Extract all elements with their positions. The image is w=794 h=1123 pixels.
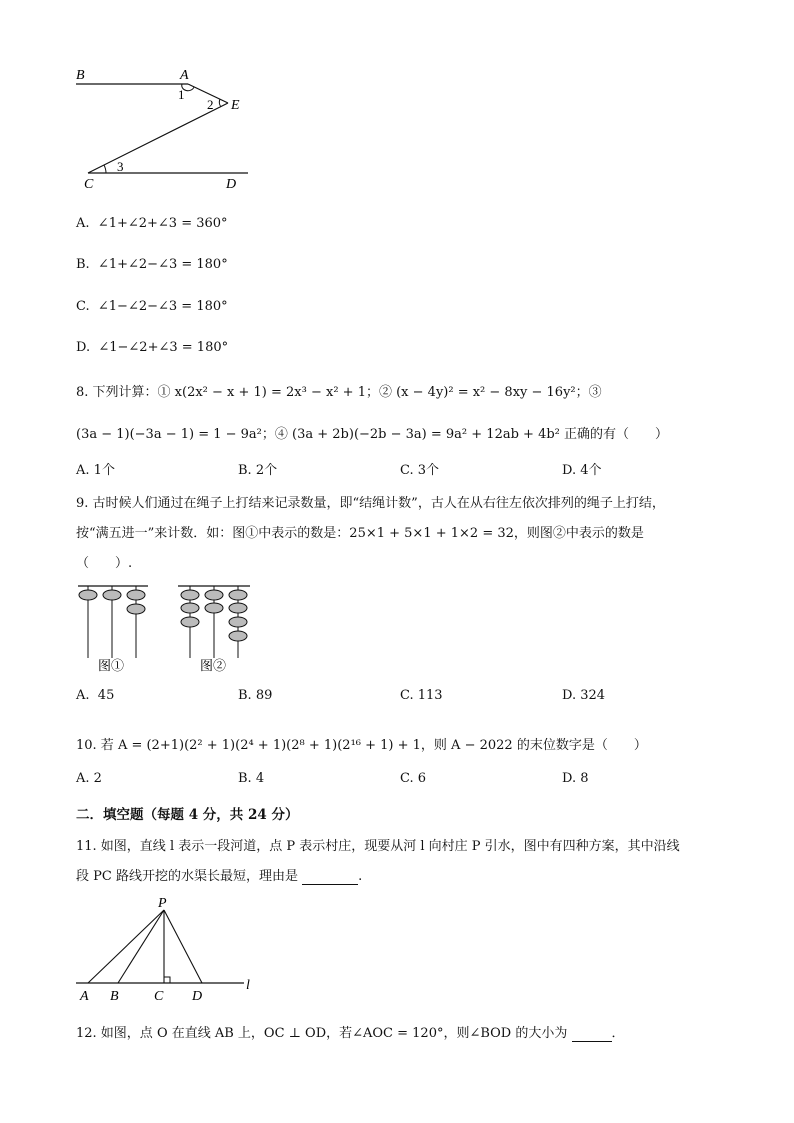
q9-option-d[interactable]: D. 324 (562, 688, 606, 703)
label-d: D (226, 177, 237, 192)
fig2-knot (229, 631, 247, 641)
q7-option-d-text: ∠1−∠2+∠3 = 180° (98, 340, 229, 355)
label-b: B (76, 68, 85, 83)
label-l: l (246, 978, 250, 993)
label-c: C (154, 989, 164, 1004)
q10-stem: 10. 若 A = (2+1)(2² + 1)(2⁴ + 1)(2⁸ + 1)(2¹⁶ + 1) + 1，则 A − 2022 的末位数字是（ ） (76, 738, 647, 753)
q7-option-b-text: ∠1+∠2−∠3 = 180° (97, 257, 228, 272)
section-fill-in-title: 二．填空题（每题 4 分，共 24 分） (76, 807, 299, 823)
angle-3-arc (104, 165, 106, 173)
right-angle-mark (164, 977, 170, 983)
label-a: A (180, 68, 189, 83)
knot-figure (74, 580, 264, 680)
q8-option-a[interactable]: A. 1个 (76, 463, 115, 478)
fig1-knot (127, 604, 145, 614)
q11-stem-line2: 段 PC 路线开挖的水渠长最短，理由是 . (76, 869, 363, 884)
segment-pa (88, 910, 164, 983)
q7-option-d[interactable]: D. ∠1−∠2+∠3 = 180° (76, 340, 229, 355)
q12-stem: 12. 如图，点 O 在直线 AB 上，OC ⊥ OD，若∠AOC = 120°，则∠BOD 的大小为 ． (76, 1026, 625, 1041)
fig2-knot (181, 603, 199, 613)
q8-stem-line2: (3a − 1)(−3a − 1) = 1 − 9a²；④ (3a + 2b)(−2b − 3a) = 9a² + 12ab + 4b² 正确的有（ ） (76, 427, 669, 442)
q9-option-b[interactable]: B. 89 (238, 688, 273, 703)
segment-pd (164, 910, 202, 983)
q7-option-a-text: ∠1+∠2+∠3 = 360° (97, 216, 228, 231)
q8-option-c[interactable]: C. 3个 (400, 463, 440, 478)
label-angle-1: 1 (178, 87, 185, 102)
q7-option-b[interactable]: B. ∠1+∠2−∠3 = 180° (76, 257, 228, 272)
q10-option-b[interactable]: B. 4 (238, 771, 265, 786)
angle-figure (70, 62, 260, 194)
fig1-knot (103, 590, 121, 600)
fig2-knot (229, 617, 247, 627)
label-c: C (84, 177, 94, 192)
q9-option-c[interactable]: C. 113 (400, 688, 443, 703)
label-a: A (80, 989, 89, 1004)
fig2-knot (229, 603, 247, 613)
q10-option-c[interactable]: C. 6 (400, 771, 427, 786)
q9-option-a[interactable]: A. 45 (76, 688, 115, 703)
label-e: E (231, 98, 240, 113)
line-ec (88, 103, 228, 173)
q11-answer-blank[interactable] (302, 869, 358, 885)
fig2-knot (205, 590, 223, 600)
q11-stem-line2-text: 段 PC 路线开挖的水渠长最短，理由是 (76, 869, 298, 884)
q10-option-d[interactable]: D. 8 (562, 771, 589, 786)
fig2-knot (181, 590, 199, 600)
q9-stem-line3: （ ）. (76, 556, 133, 571)
fig1-knot (79, 590, 97, 600)
q8-option-b[interactable]: B. 2个 (238, 463, 278, 478)
q9-stem-line2: 按“满五进一”来计数．如：图①中表示的数是：25×1 + 5×1 + 1×2 = 32，则图②中表示的数是 (76, 526, 644, 541)
label-b: B (110, 989, 119, 1004)
q9-stem-line1: 9. 古时候人们通过在绳子上打结来记录数量，即“结绳计数”，古人在从右往左依次排列的绳子上打结， (76, 496, 665, 511)
fig2-knot (205, 603, 223, 613)
q8-stem-line1: 8. 下列计算：① x(2x² − x + 1) = 2x³ − x² + 1；② (x − 4y)² = x² − 8xy − 16y²；③ (76, 385, 602, 400)
q7-option-a[interactable]: A. ∠1+∠2+∠3 = 360° (76, 216, 228, 231)
fig1-knot (127, 590, 145, 600)
label-p: P (158, 896, 167, 911)
q11-stem-line1: 11. 如图，直线 l 表示一段河道，点 P 表示村庄，现要从河 l 向村庄 P 引水，图中有四种方案，其中沿线 (76, 839, 680, 854)
q7-option-c[interactable]: C. ∠1−∠2−∠3 = 180° (76, 299, 228, 314)
river-figure (74, 893, 264, 1005)
q10-option-a[interactable]: A. 2 (76, 771, 102, 786)
q12-answer-blank[interactable] (572, 1026, 612, 1042)
segment-pb (118, 910, 164, 983)
fig1-label: 图① (98, 658, 125, 673)
q7-option-c-text: ∠1−∠2−∠3 = 180° (97, 299, 228, 314)
q8-option-d[interactable]: D. 4个 (562, 463, 602, 478)
q12-stem-text: 12. 如图，点 O 在直线 AB 上，OC ⊥ OD，若∠AOC = 120°，则∠BOD 的大小为 (76, 1026, 568, 1041)
fig2-label: 图② (200, 658, 227, 673)
label-angle-2: 2 (207, 97, 214, 112)
fig2-knot (181, 617, 199, 627)
label-angle-3: 3 (117, 159, 124, 174)
label-d: D (192, 989, 203, 1004)
fig2-knot (229, 590, 247, 600)
